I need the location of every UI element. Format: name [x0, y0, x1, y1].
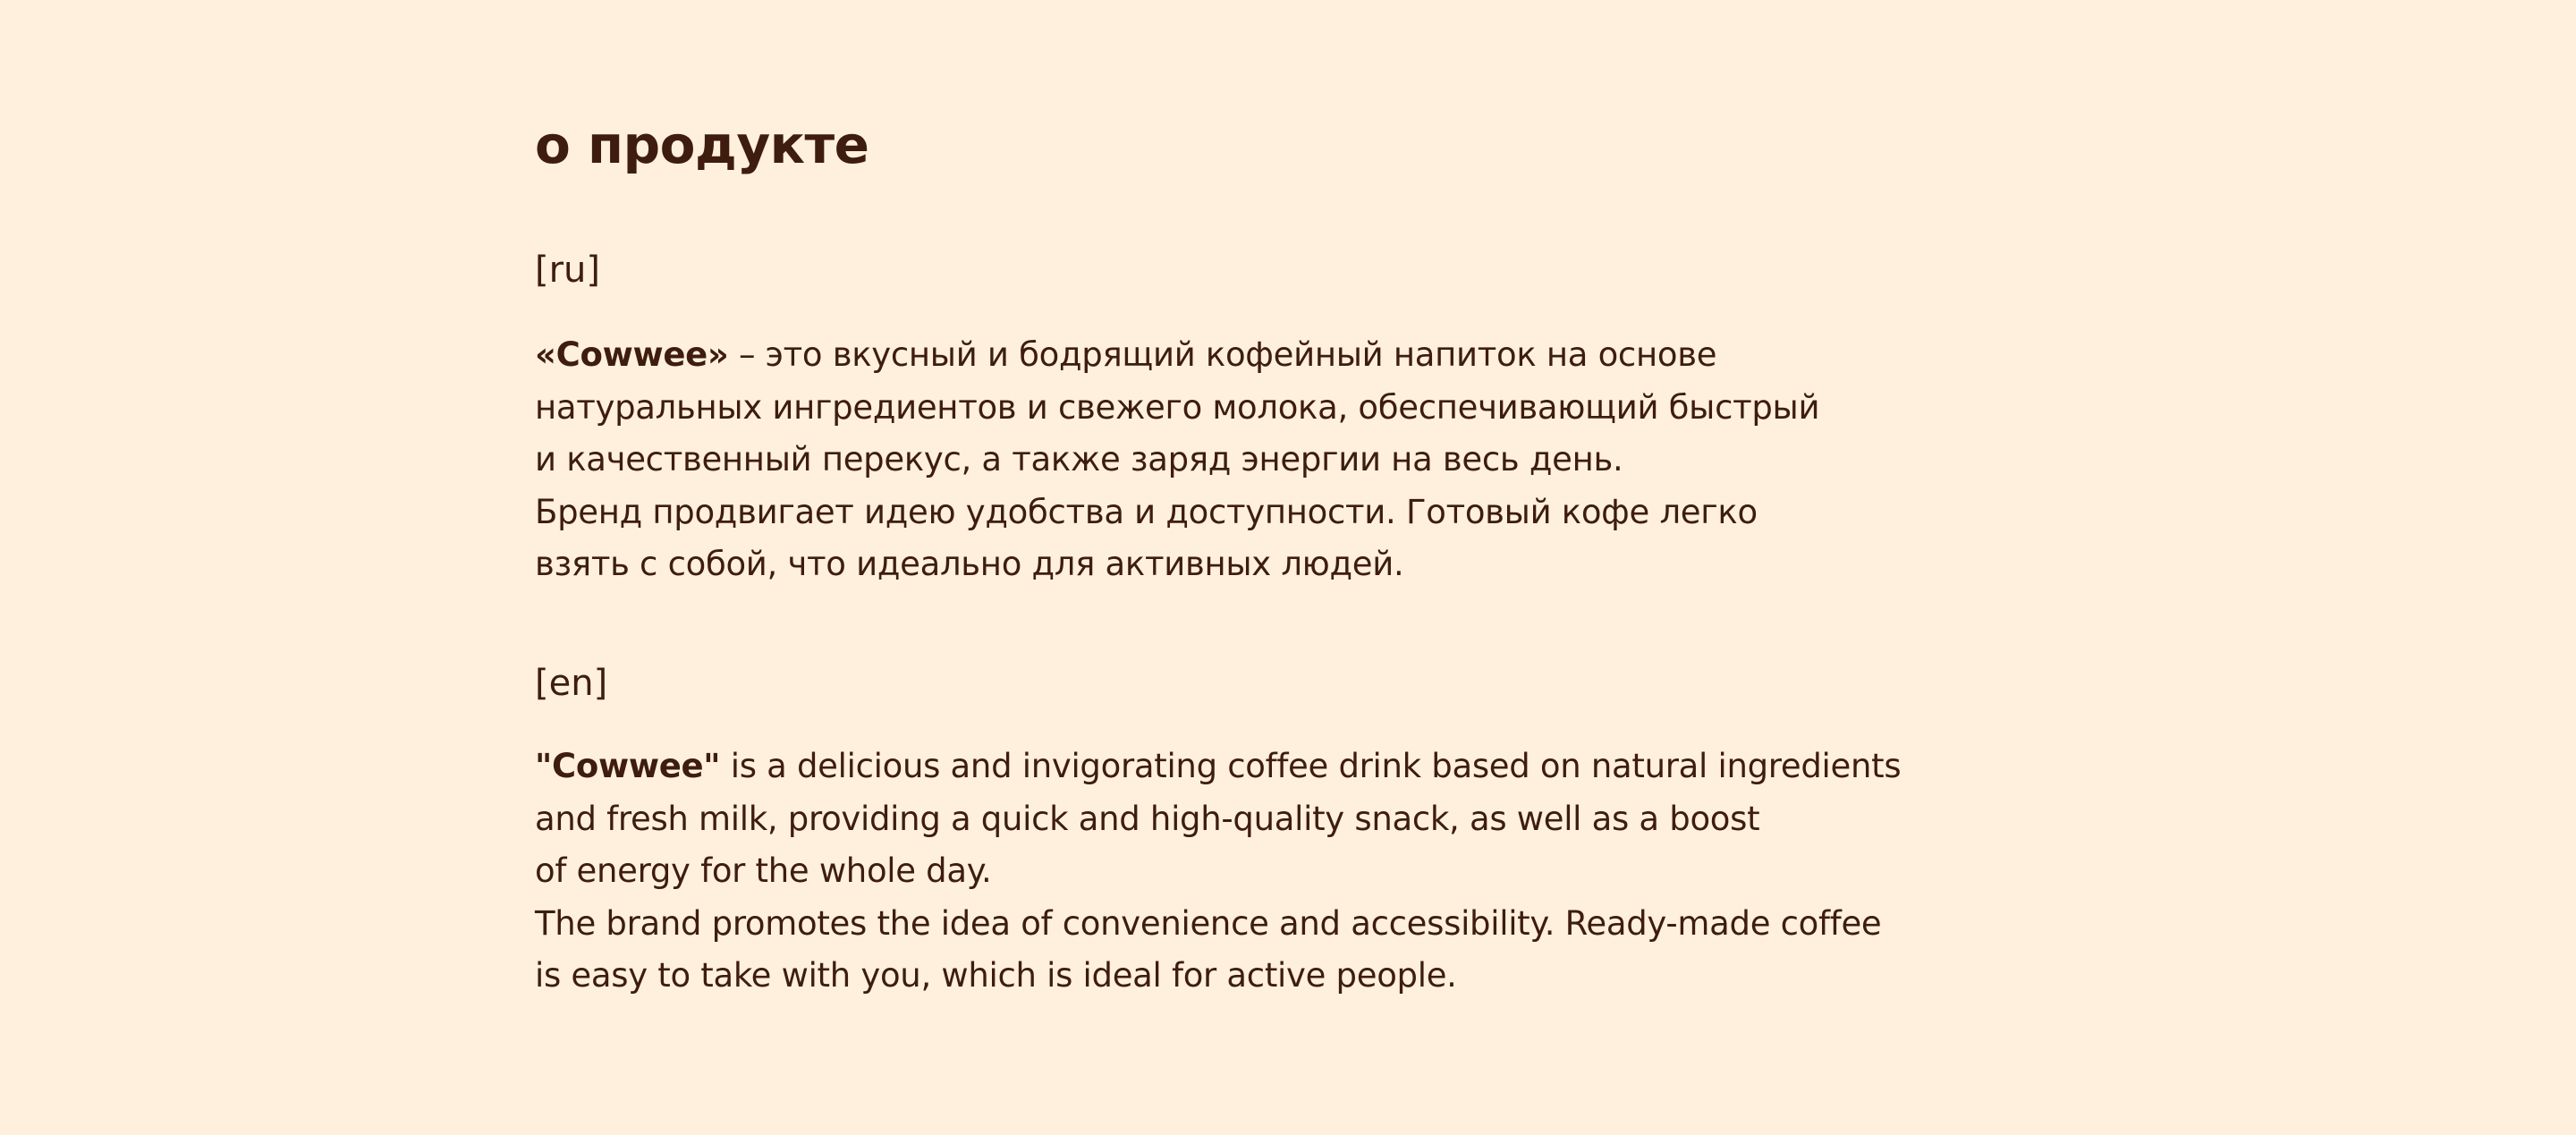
description-ru-line-3: и качественный перекус, а также заряд энергии на весь день.	[535, 440, 1623, 479]
description-en-line-5: is easy to take with you, which is ideal for active people.	[535, 956, 1457, 995]
brand-name-en: "Cowwee"	[535, 747, 721, 785]
description-en-line-1-text: is a delicious and invigorating coffee drink based on natural ingredients	[720, 747, 1902, 785]
description-ru-line-4: Бренд продвигает идею удобства и доступности. Готовый кофе легко	[535, 492, 1758, 531]
description-ru-line-1	[535, 329, 1819, 382]
description-ru-line-5: взять с собой, что идеально для активных людей.	[535, 545, 1404, 583]
description-en-line-4: The brand promotes the idea of convenience and accessibility. Ready-made coffee	[535, 903, 1882, 943]
description-en-line-2: and fresh milk, providing a quick and high-quality snack, as well as a boost	[535, 799, 1760, 838]
language-tag-ru: [ru]	[535, 250, 601, 291]
description-ru-line-2: натуральных ингредиентов и свежего молока, обеспечивающий быстрый	[535, 387, 1820, 427]
brand-name-ru: «Cowwee»	[535, 335, 729, 374]
description-en-line-1	[535, 741, 1901, 793]
description-en	[535, 741, 1901, 1003]
description-en-line-3: of energy for the whole day.	[535, 851, 992, 890]
description-ru-line-1-text: – это вкусный и бодрящий кофейный напиток на основе	[728, 335, 1717, 374]
description-ru	[535, 329, 1819, 591]
page-title: о продукте	[535, 114, 869, 175]
language-tag-en: [en]	[535, 663, 608, 704]
